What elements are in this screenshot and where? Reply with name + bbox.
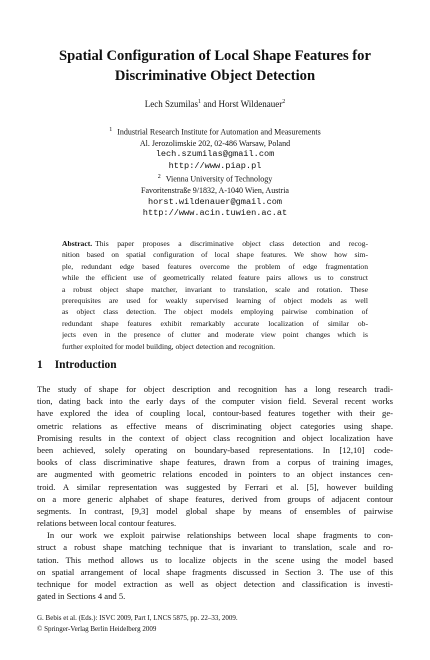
body-line: troid. A similar representation was suggested by Ferrari et al. [5], however building: [37, 481, 393, 492]
affiliation-2-address: Favoritenstraße 9/1832, A-1040 Wien, Austria: [141, 186, 289, 196]
abstract-line: further exploited for model building, object detection and recognition.: [62, 341, 275, 351]
affiliation-2-email[interactable]: horst.wildenauer@gmail.com: [147, 196, 283, 207]
body-line: been achieved, solely operating on boundary-based representations. In [12,10] code-: [37, 444, 393, 455]
author-list: [40, 98, 390, 110]
abstract-line: ple, redundant edge based features overcome the problem of edge fragmentation: [62, 261, 368, 271]
body-line: books of class discriminative shape features, drawn from a corpus of training images,: [37, 457, 393, 468]
section-title: Introduction: [54, 359, 117, 371]
copyright-line: © Springer-Verlag Berlin Heidelberg 2009: [37, 625, 157, 633]
abstract-line: jects even in the presence of clutter and moderate view point changes which is: [62, 330, 368, 340]
affiliation-2-mark: 2: [157, 174, 161, 181]
affiliation-1-address: Al. Jerozolimskie 202, 02-486 Warsaw, Poland: [139, 139, 291, 149]
affiliation-2-name: $^2$ Vienna University of Technology: [157, 174, 273, 184]
title-line-2: Discriminative Object Detection: [114, 68, 316, 84]
section-number: 1: [37, 359, 43, 371]
title-line-1: Spatial Configuration of Local Shape Features for: [59, 48, 371, 64]
body-text: [37, 383, 393, 602]
citation-line: G. Bebis et al. (Eds.): ISVC 2009, Part I, LNCS 5875, pp. 22–33, 2009.: [37, 614, 238, 622]
body-line: have explored the idea of coupling local, contour-based features together with their ge-: [37, 408, 393, 419]
body-line: on spatial arrangement of local shape fragments discussed in Section 3. The use of this: [37, 566, 393, 577]
body-line: struct a robust shape matching technique that is invariant to translation, scale and ro-: [37, 542, 393, 553]
author-1-mark: 1: [198, 99, 202, 105]
author-conjunction: and: [203, 99, 217, 109]
abstract-line: prerequisites are used for weakly supervised learning of object models as well: [62, 295, 368, 305]
abstract-line: redundant shape features exhibit remarkably accurate localization of similar ob-: [62, 318, 368, 328]
page-footer: [37, 613, 393, 635]
body-line: technique for model extraction as well as object detection and classification is investi-: [37, 579, 393, 589]
affiliation-1-email[interactable]: lech.szumilas@gmail.com: [155, 149, 275, 160]
body-line: segments. In contrast, [9,3] model global shape by means of ensembles of pairwise: [37, 505, 393, 516]
affiliation-2-url[interactable]: http://www.acin.tuwien.ac.at: [142, 208, 288, 219]
paper-title: [40, 46, 390, 86]
body-line: ometric relations as effective means of discriminating object categories using shape.: [37, 420, 393, 431]
affiliation-1-mark: 1: [109, 127, 113, 133]
body-line: on a more generic alphabet of shape features, derived from groups of adjacent contour: [37, 493, 393, 504]
section-heading: [37, 358, 117, 372]
body-line: tation. This method allows us to localize objects in the scene using the model based: [37, 554, 393, 565]
affiliation-1-name: $^1$ Industrial Research Institute for Automation and Measurements: [109, 127, 321, 137]
abstract-line: as object class detection. The object models employing pairwise combination of: [62, 307, 368, 317]
abstract-label: Abstract.: [62, 239, 93, 248]
body-line: gated in Sections 4 and 5.: [37, 591, 126, 602]
affiliations: [40, 125, 390, 220]
body-line: In our work we exploit pairwise relationships between local shape fragments to con-: [47, 530, 393, 541]
body-line: The study of shape for object description and recognition has a long research tradi-: [37, 384, 393, 394]
abstract-line: nition based on spatial configuration of local shape features. We show how sim-: [62, 250, 368, 260]
abstract-line: Abstract. This paper proposes a discriminative object class detection and recog-: [62, 239, 368, 248]
author-1: Lech Szumilas: [144, 99, 199, 109]
body-line: are augmented with geometric relations encoded in pointers to an object instances cen-: [37, 469, 393, 480]
body-line: Promising results in the context of object class recognition and object localization have: [37, 432, 393, 443]
abstract-line: a robust object shape matcher, invariant to translation, scale and rotation. These: [62, 284, 368, 294]
abstract-line: while the efficient use of geometrically related feature pairs allows us to construct: [62, 273, 368, 283]
author-2: Horst Wildenauer: [218, 99, 283, 109]
abstract: [62, 238, 368, 352]
body-line: tion, dating back into the early days of the computer vision field. Several recent works: [37, 396, 393, 407]
body-line: relations between local contour features.: [37, 518, 177, 529]
author-2-mark: 2: [282, 99, 286, 105]
affiliation-1-url[interactable]: http://www.piap.pl: [168, 160, 262, 171]
